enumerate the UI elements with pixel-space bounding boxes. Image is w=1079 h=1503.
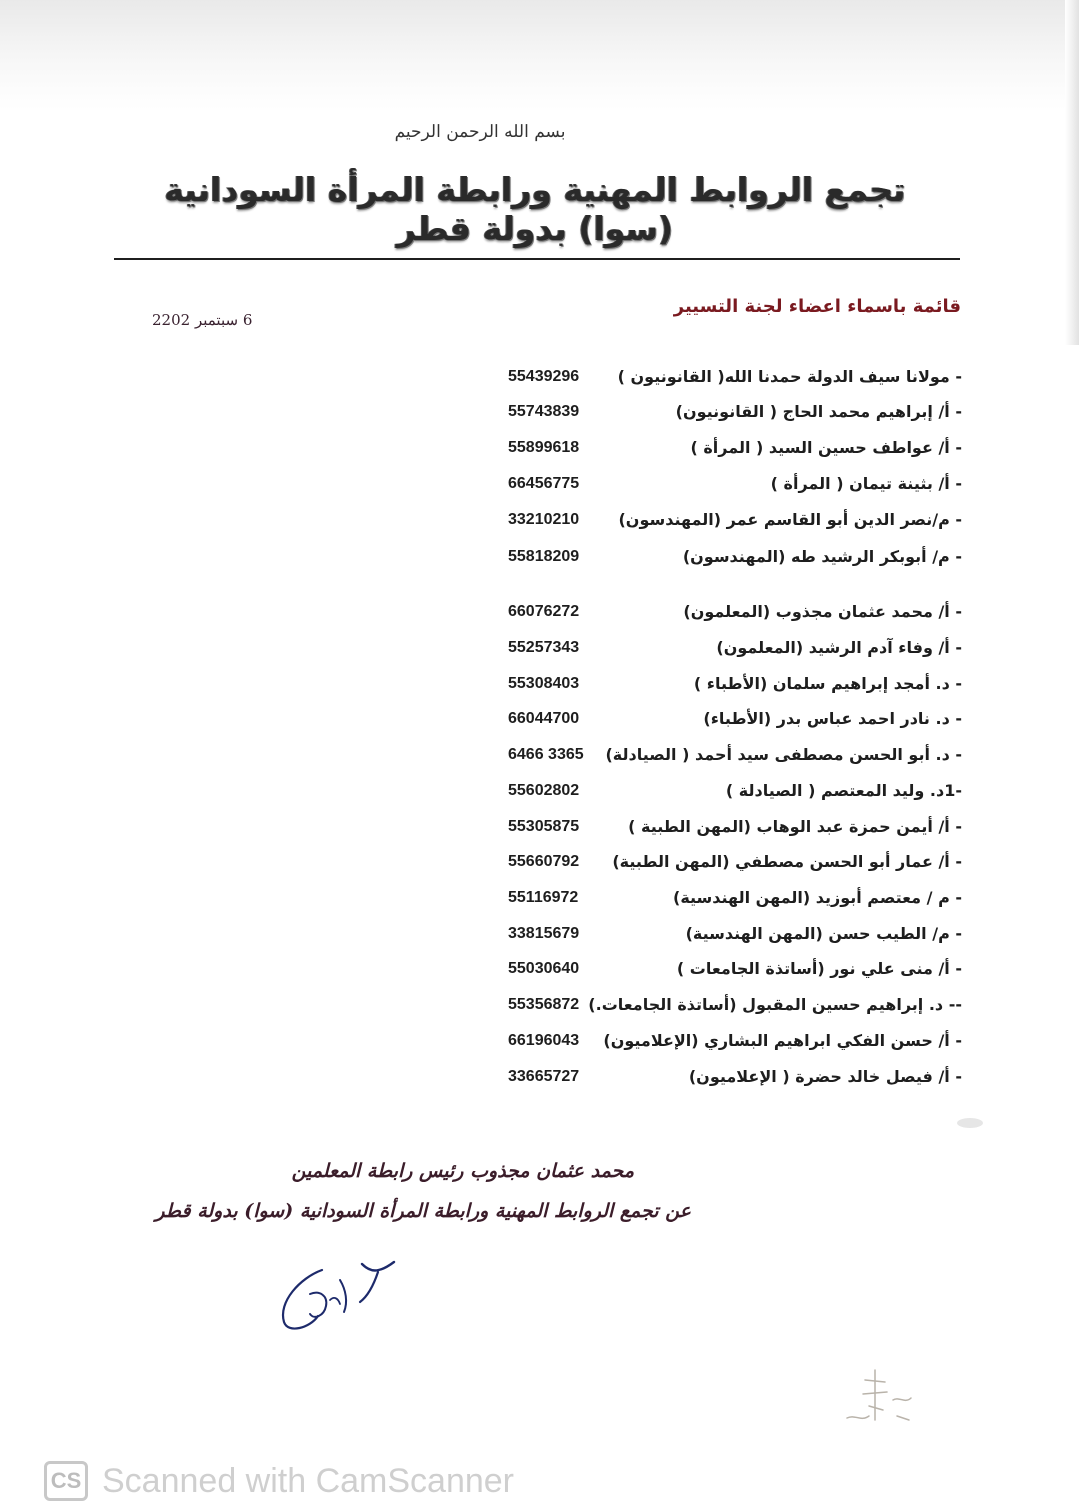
member-row — [500, 959, 962, 989]
member-name: - د. أمجد إبراهيم سلمان (الأطباء ) — [693, 674, 962, 693]
member-phone: 33815679 — [508, 925, 580, 942]
member-row — [500, 817, 962, 847]
member-row — [500, 547, 962, 577]
member-phone: 55602802 — [508, 782, 580, 799]
member-phone: 66076272 — [508, 603, 580, 620]
member-name: - أ/ بثينة تيمان ( المرأة ) — [770, 474, 962, 493]
member-row — [500, 438, 962, 468]
member-name: - أ/ عواطف حسين السيد ( المرأة ) — [690, 438, 962, 457]
member-phone: 55030640 — [508, 960, 580, 977]
member-row — [500, 1067, 962, 1097]
member-row — [500, 1031, 962, 1061]
member-name: - م/ الطيب حسن (المهن الهندسية) — [685, 924, 962, 943]
member-name: - أ/ أيمن حمزة عبد الوهاب (المهن الطبية ) — [628, 817, 962, 836]
member-phone: 55660792 — [508, 853, 580, 870]
scan-smudge — [955, 1115, 985, 1131]
member-row — [500, 781, 962, 811]
member-row — [500, 924, 962, 954]
signatory-name: محمد عثمان مجذوب رئيس رابطة المعلمين — [291, 1160, 634, 1182]
member-phone: 55743839 — [508, 403, 580, 420]
member-row — [500, 745, 962, 775]
member-phone: 66196043 — [508, 1032, 580, 1049]
member-phone: 55439296 — [508, 368, 580, 385]
member-name: - أ/ فيصل خالد حضرة ( الإعلاميون) — [688, 1067, 962, 1086]
member-row — [500, 602, 962, 632]
document-title: تجمع الروابط المهنية ورابطة المرأة السودانية (سوا) بدولة قطر — [164, 170, 906, 248]
watermark-text: Scanned with CamScanner — [102, 1461, 515, 1500]
handwritten-signature — [270, 1250, 410, 1340]
basmala-text: بسم الله الرحمن الرحيم — [394, 122, 566, 142]
member-phone: 33665727 — [508, 1068, 580, 1085]
list-title: قائمة باسماء اعضاء لجنة التسيير — [673, 296, 961, 317]
member-name: - د. أبو الحسن مصطفى سيد أحمد ( الصيادلة) — [605, 745, 962, 764]
member-row — [500, 852, 962, 882]
member-name: -- د. إبراهيم حسين المقبول (أساتذة الجامعات.) — [588, 995, 962, 1014]
member-name: - مولانا سيف الدولة حمدنا الله( القانونيون ) — [617, 367, 962, 386]
member-name: - أ/ حسن الفكي ابراهيم البشاري (الإعلاميون) — [603, 1031, 962, 1050]
camscanner-watermark — [44, 1459, 514, 1503]
member-row — [500, 367, 962, 397]
faint-stamp-mark — [835, 1360, 925, 1430]
member-row — [500, 674, 962, 704]
member-name: - أ/ إبراهيم محمد الحاج ( القانونيون) — [675, 402, 962, 421]
member-row — [500, 510, 962, 540]
member-phone: 55818209 — [508, 548, 580, 565]
member-phone: 55116972 — [508, 889, 579, 906]
member-row — [500, 888, 962, 918]
member-phone: 55899618 — [508, 439, 580, 456]
member-phone: 6466 3365 — [508, 746, 584, 763]
member-name: - د. نادر احمد عباس بدر (الأطباء) — [703, 709, 962, 728]
member-row — [500, 474, 962, 504]
signatory-organization: عن تجمع الروابط المهنية ورابطة المرأة السودانية (سوا) بدولة قطر — [155, 1200, 691, 1222]
member-row — [500, 402, 962, 432]
member-phone: 33210210 — [508, 511, 580, 528]
member-name: - أ/ وفاء آدم الرشيد (المعلمون) — [716, 638, 962, 657]
camscanner-logo-icon: CS — [44, 1461, 88, 1501]
member-phone: 55305875 — [508, 818, 580, 835]
member-name: - أ/ محمد عثمان مجذوب (المعلمون) — [683, 602, 962, 621]
member-phone: 55257343 — [508, 639, 580, 656]
member-phone: 66456775 — [508, 475, 580, 492]
member-name: - م / معتصم أبوزيد (المهن الهندسية) — [673, 888, 962, 907]
member-row — [500, 709, 962, 739]
member-name: - م/ أبوبكر الرشيد طه (المهندسون) — [682, 547, 962, 566]
member-name: -1د. وليد المعتصم ( الصيادلة ) — [725, 781, 962, 800]
member-name: - أ/ منى علي نور (أساتذة الجامعات ) — [676, 959, 962, 978]
member-row — [500, 995, 962, 1025]
member-phone: 66044700 — [508, 710, 580, 727]
member-phone: 55308403 — [508, 675, 580, 692]
member-name: - أ/ عمار أبو الحسن مصطفي (المهن الطبية) — [612, 852, 962, 871]
member-name: - م/نصر الدين أبو القاسم عمر (المهندسون) — [618, 510, 962, 529]
member-row — [500, 638, 962, 668]
document-date: 6 سبتمبر 2202 — [152, 311, 253, 329]
member-phone: 55356872 — [508, 996, 580, 1013]
